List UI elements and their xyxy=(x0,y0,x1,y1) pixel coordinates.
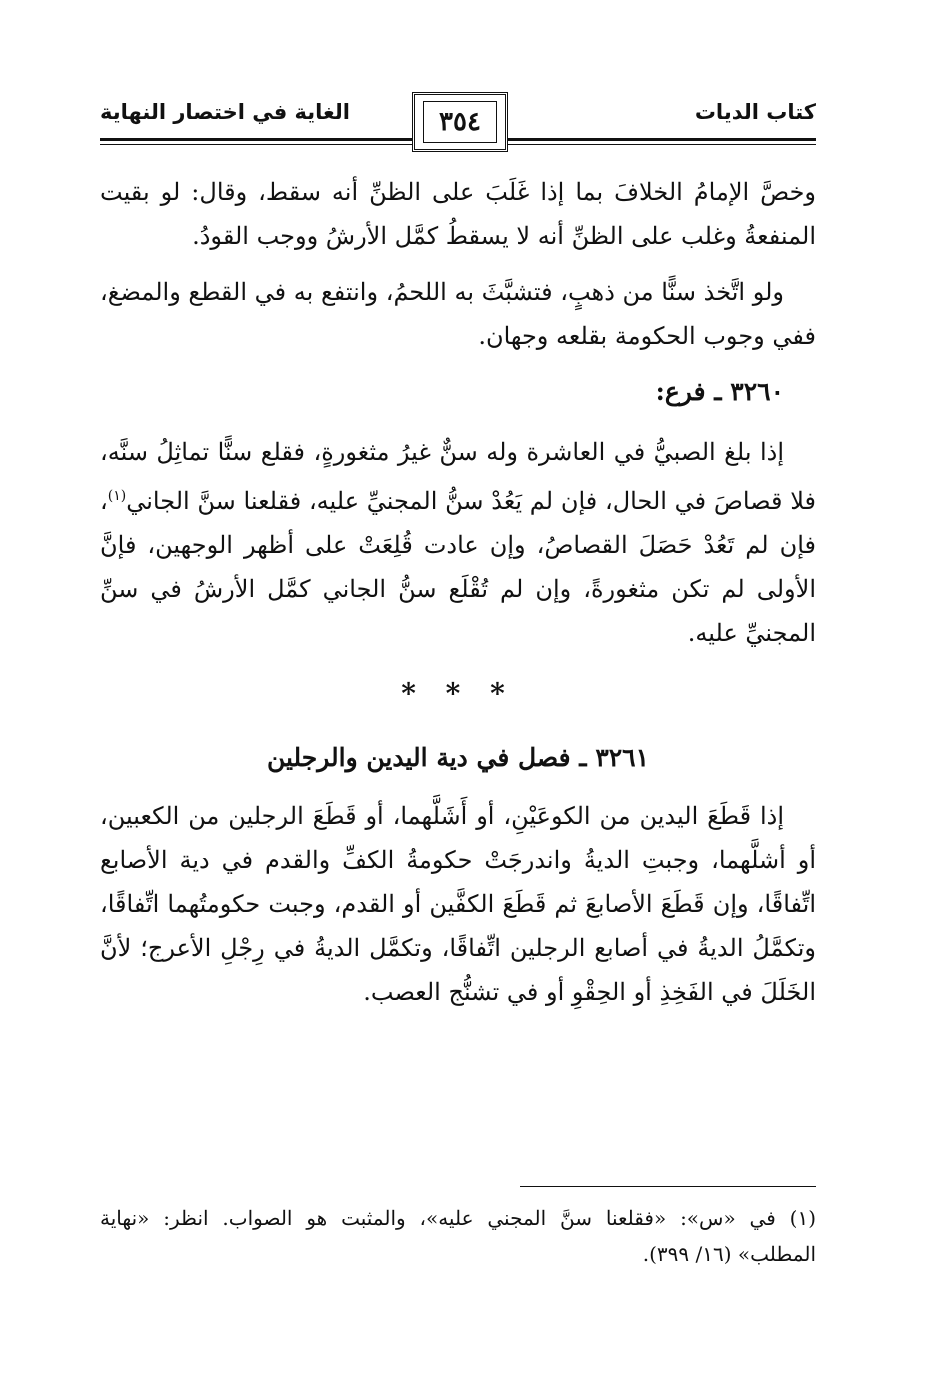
paragraph-3-part-a: إذا بلغ الصبيُّ في العاشرة وله سنٌّ غيرُ مثغورةٍ، فقلع سنًّا تماثِلُ سنَّه، فلا قصاصَ في الحال، فإن لم يَعُدْ سنُّ المجنيِّ عليه، فقلعنا سنَّ الجاني xyxy=(100,438,816,515)
section-heading: ٣٢٦١ ـ فصل في دية اليدين والرجلين xyxy=(266,743,650,772)
main-text xyxy=(100,170,816,1026)
paragraph-4: إذا قَطَعَ اليدين من الكوعَيْنِ، أو أَشَلَّهما، أو قَطَعَ الرجلين من الكعبين، أو أشلَّهما، وجبتِ الديةُ واندرجَتْ حكومةُ الكفِّ والقدم في دية الأصابع اتِّفاقًا، وإن قَطَعَ الأصابعَ ثم قَطَعَ الكفَّين أو القدم، وجبت حكومتُهما اتِّفاقًا، وتكمَّلُ الديةُ في أصابع الرجلين اتِّفاقًا، وتكمَّل الديةُ في رِجْلِ الأعرج؛ لأنَّ الخَلَلَ في الفَخِذِ أو الحِقْوِ أو في تشنُّج العصب. xyxy=(100,802,816,1006)
book-title: الغاية في اختصار النهاية xyxy=(100,100,350,124)
paragraph-1: وخصَّ الإمامُ الخلافَ بما إذا غَلَبَ على الظنِّ أنه سقط، وقال: لو بقيت المنفعةُ وغلب على الظنِّ أنه لا يسقطُ كمَّل الأرشُ ووجب القودُ. xyxy=(100,178,816,250)
footnote: (١) في «س»: «فقلعنا سنَّ المجني عليه»، والمثبت هو الصواب. انظر: «نهاية المطلب» (١٦/ ٣٩٩). xyxy=(100,1206,816,1266)
page-number: ٣٥٤ xyxy=(423,101,497,143)
branch-heading: ٣٢٦٠ ـ فرع: xyxy=(655,377,784,406)
paragraph-3-part-b: ، فإن لم تَعُدْ حَصَلَ القصاصُ، وإن عادت قُلِعَتْ على أظهر الوجهين، فإنَّ الأولى لم تكن مثغورةً، وإن لم تُقْلَع سنُّ الجاني كمَّل الأرشُ في سنِّ المجنيِّ عليه. xyxy=(100,487,816,647)
page-header xyxy=(100,92,816,152)
footnote-marker: (١) xyxy=(107,488,127,504)
paragraph-3 xyxy=(100,430,816,655)
page-number-frame xyxy=(412,92,508,152)
chapter-title: كتاب الديات xyxy=(694,100,816,124)
footnote-divider xyxy=(520,1186,816,1187)
section-separator: * * * xyxy=(401,677,515,710)
paragraph-2: ولو اتَّخذ سنًّا من ذهبٍ، فتشبَّثَ به اللحمُ، وانتفع به في القطع والمضغ، ففي وجوب الحكومة بقلعه وجهان. xyxy=(100,278,816,350)
